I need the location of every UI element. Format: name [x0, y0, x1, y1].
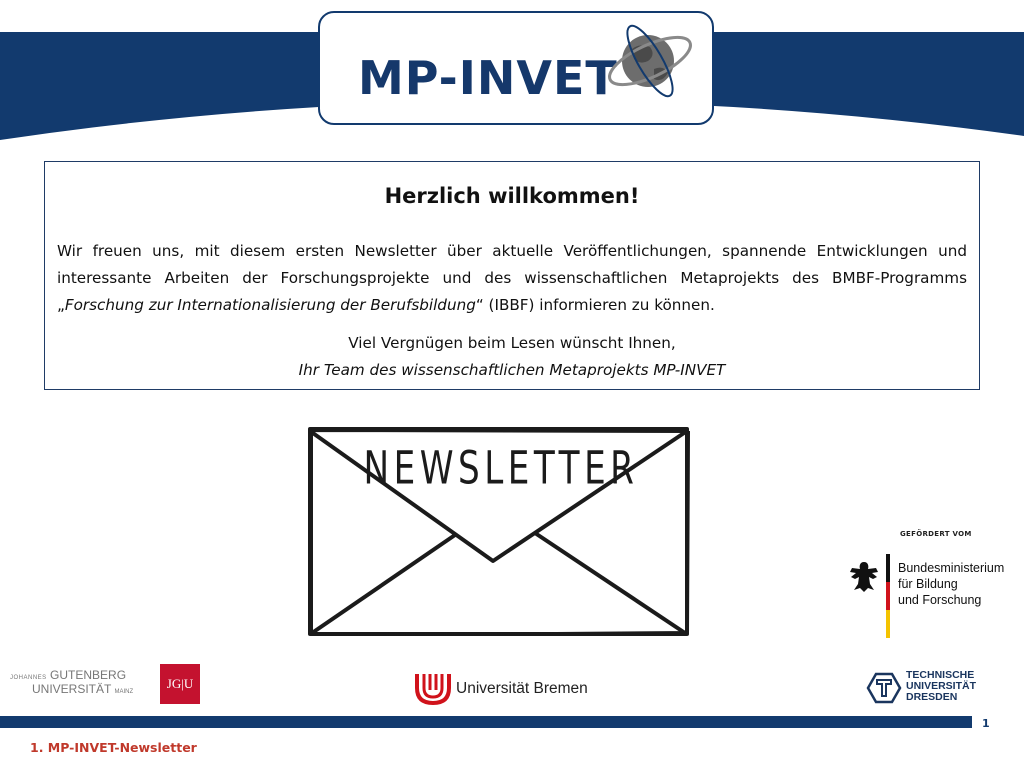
bmbf-logo: [848, 530, 1018, 650]
welcome-text-start: Wir freuen uns, mit diesem ersten Newsletter über aktuelle Veröffentlichungen, spannende Entwicklungen und interessante Arbeiten der Forschungsprojekte und des wissenschaftlichen Metaprojekts des BMBF-Programms „: [57, 242, 967, 314]
welcome-paragraph: [57, 238, 967, 319]
greeting-line: Viel Vergnügen beim Lesen wünscht Ihnen,: [348, 334, 676, 352]
jgu-mainz-logo: [10, 664, 205, 708]
ministry-name: [898, 560, 1004, 608]
logo-box: [318, 11, 714, 125]
jgu-prefix: JOHANNES: [10, 675, 47, 681]
greeting: [45, 330, 979, 384]
program-name: Forschung zur Internationalisierung der Berufsbildung: [64, 296, 476, 314]
federal-eagle-icon: [848, 560, 880, 594]
tud-line-3: DRESDEN: [906, 691, 958, 703]
bremen-emblem-icon: [414, 670, 452, 706]
tud-line-1: TECHNISCHE: [906, 669, 975, 681]
flag-stripe: [886, 554, 890, 638]
envelope-label: NEWSLETTER: [363, 441, 639, 495]
jgu-line-1: [10, 668, 126, 682]
ministry-line-2: für Bildung: [898, 577, 958, 591]
newsletter-envelope-icon: [303, 421, 693, 643]
globe-icon: [600, 15, 700, 111]
ministry-line-3: und Forschung: [898, 593, 982, 607]
footer-title: 1. MP-INVET-Newsletter: [30, 740, 197, 755]
tu-dresden-emblem-icon: [866, 672, 902, 704]
page-number: 1: [982, 717, 990, 730]
jgu-name-1: GUTENBERG: [50, 668, 127, 682]
jgu-suffix: MAINZ: [114, 689, 134, 695]
footer-bar: [0, 716, 972, 728]
logo-text: MP-INVET: [358, 51, 618, 105]
jgu-mark: JG|U: [160, 664, 200, 704]
funded-by-label: GEFÖRDERT VOM: [900, 530, 972, 538]
ministry-line-1: Bundesministerium: [898, 561, 1005, 575]
jgu-name-2: UNIVERSITÄT: [32, 682, 112, 696]
jgu-line-2: [32, 682, 133, 696]
tu-dresden-name: [906, 670, 976, 703]
signature: Ihr Team des wissenschaftlichen Metaprojekts MP-INVET: [298, 361, 726, 379]
bremen-name: Universität Bremen: [456, 680, 588, 697]
welcome-title: Herzlich willkommen!: [384, 184, 640, 208]
tud-line-2: UNIVERSITÄT: [906, 680, 977, 692]
welcome-box: [44, 161, 980, 390]
welcome-text-end: “ (IBBF) informieren zu können.: [475, 296, 715, 314]
